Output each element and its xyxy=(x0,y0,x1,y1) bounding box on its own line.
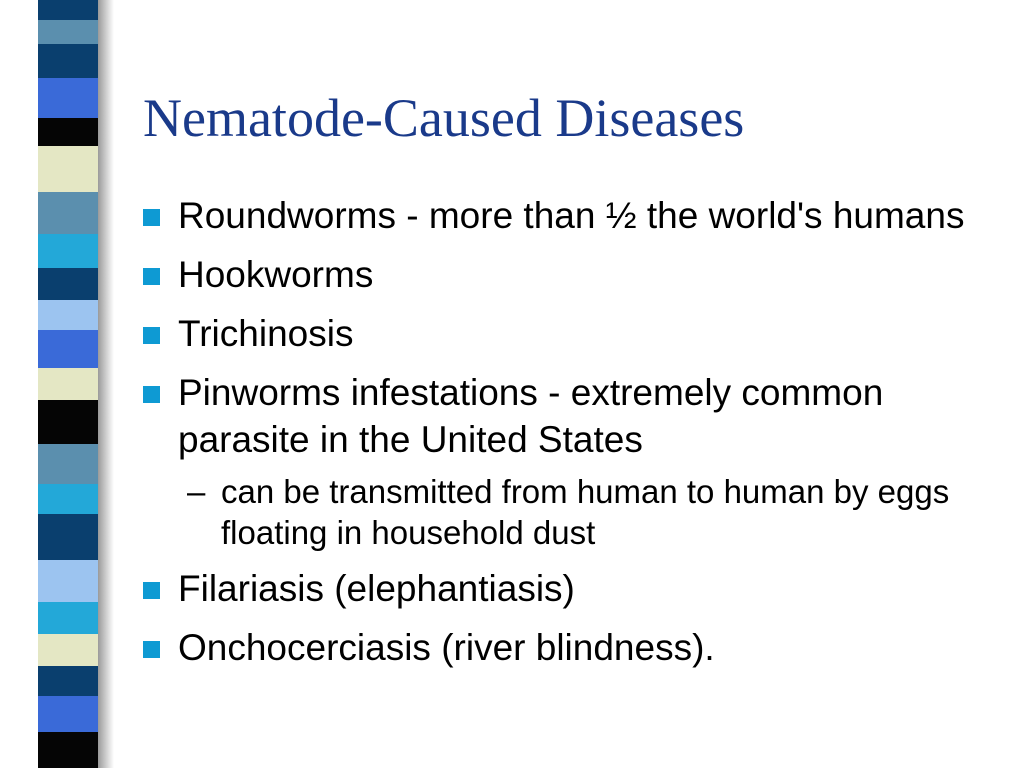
stripe-band xyxy=(38,330,98,368)
stripe-band xyxy=(38,192,98,234)
stripe-band xyxy=(38,666,98,696)
stripe-band xyxy=(38,634,98,666)
bullet-item-roundworms xyxy=(143,192,993,239)
stripe-band xyxy=(38,602,98,634)
stripe-band xyxy=(38,20,98,44)
stripe-band xyxy=(38,300,98,330)
stripe-band xyxy=(38,514,98,560)
stripe-band xyxy=(38,146,98,192)
bullet-item-hookworms xyxy=(143,251,993,298)
bullet-text: Filariasis (elephantiasis) xyxy=(178,568,575,609)
bullet-list xyxy=(143,192,993,683)
bullet-item-trichinosis xyxy=(143,310,993,357)
bullet-item-filariasis xyxy=(143,565,993,612)
bullet-item-onchocerciasis xyxy=(143,624,993,671)
sub-bullet-item-transmission xyxy=(143,471,993,553)
decorative-stripe xyxy=(38,0,98,768)
stripe-band xyxy=(38,0,98,20)
bullet-text: Trichinosis xyxy=(178,313,354,354)
bullet-item-pinworms xyxy=(143,369,993,463)
square-bullet-icon xyxy=(143,582,160,599)
dash-bullet: – xyxy=(187,473,206,510)
bullet-text: Roundworms - more than ½ the world's humans xyxy=(178,195,965,236)
bullet-text: Pinworms infestations - extremely common parasite in the United States xyxy=(178,372,884,460)
stripe-band xyxy=(38,44,98,78)
stripe-band xyxy=(38,78,98,118)
stripe-band xyxy=(38,368,98,400)
stripe-band xyxy=(38,696,98,732)
stripe-band xyxy=(38,484,98,514)
stripe-band xyxy=(38,732,98,768)
stripe-band xyxy=(38,118,98,146)
stripe-shadow xyxy=(98,0,114,768)
bullet-text: Onchocerciasis (river blindness). xyxy=(178,627,715,668)
square-bullet-icon xyxy=(143,641,160,658)
square-bullet-icon xyxy=(143,386,160,403)
bullet-text: Hookworms xyxy=(178,254,374,295)
stripe-band xyxy=(38,560,98,602)
square-bullet-icon xyxy=(143,268,160,285)
slide-title: Nematode-Caused Diseases xyxy=(143,88,745,148)
sub-bullet-text: can be transmitted from human to human by eggs floating in household dust xyxy=(221,473,950,551)
square-bullet-icon xyxy=(143,209,160,226)
square-bullet-icon xyxy=(143,327,160,344)
stripe-band xyxy=(38,268,98,300)
stripe-band xyxy=(38,400,98,444)
stripe-band xyxy=(38,444,98,484)
stripe-band xyxy=(38,234,98,268)
